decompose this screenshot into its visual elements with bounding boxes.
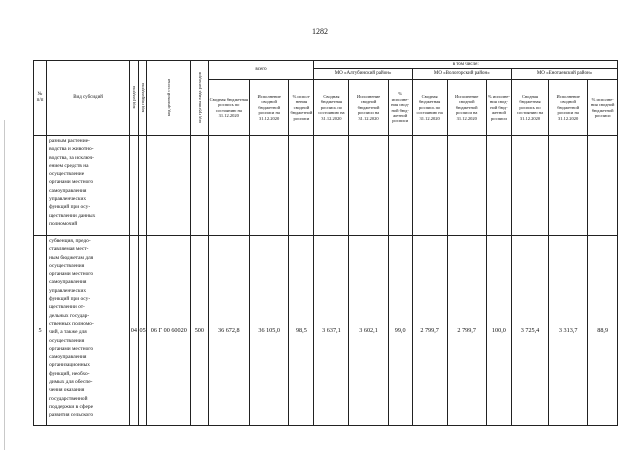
cell-mo1-execution: 3 602,1	[349, 236, 388, 426]
cell-empty	[588, 136, 618, 236]
cell-mo3-execution: 3 313,7	[549, 236, 588, 426]
header-mo-2: МО «Вологорский район»	[412, 69, 511, 80]
header-mo-3: МО «Енотаевский район»	[511, 69, 617, 80]
header-expense-group-code: код группы вида расходов	[191, 61, 208, 136]
header-mo-1: МО «Алтубинский район»	[314, 69, 412, 80]
cell-empty	[412, 136, 447, 236]
table-row-5	[34, 236, 618, 426]
cell-total-plan: 36 672,8	[208, 236, 249, 426]
header-mo1-execution: Исполнение сводной бюджетной росписи на 31.12.2020	[349, 80, 388, 136]
header-mo2-plan: Сводная бюджетная роспись по состоянию на 31.12.2020	[412, 80, 447, 136]
cell-subsidy-text: субвенция, предо- ставляемая мест- ным бюджетам для осуществления органами местного самоуправления управленческих функций при осу- ществлении от- дельных государ- ственных полномо- чий, а также для осуществления органами местного самоуправления организационных функций, необхо- димых для обеспе- чения оказания государственной поддержки в сфере развития сельского	[47, 236, 130, 426]
cell-empty	[447, 136, 486, 236]
header-target-code: код целевой статьи	[147, 61, 191, 136]
header-subsection-code: код подраздела	[138, 61, 147, 136]
cell-empty	[314, 136, 349, 236]
header-mo3-percent: % исполне-ния сводной бюджетной росписи	[588, 80, 618, 136]
cell-empty	[208, 136, 249, 236]
header-section-code: код раздела	[130, 61, 139, 136]
cell-mo2-execution: 2 799,7	[447, 236, 486, 426]
header-row-number: № п/п	[34, 61, 47, 136]
cell-empty	[130, 136, 139, 236]
header-total: всего	[208, 61, 314, 80]
cell-mo2-plan: 2 799,7	[412, 236, 447, 426]
cell-empty	[289, 136, 314, 236]
header-total-percent: % испол-нения сводной бюджетной росписи	[289, 80, 314, 136]
cell-subsection-code: 05	[138, 236, 147, 426]
header-total-execution: Исполнение сводной бюджетной росписи на 31.12.2020	[250, 80, 289, 136]
header-mo1-plan: Сводная бюджетная роспись по состоянию на 31.12.2020	[314, 80, 349, 136]
cell-empty	[486, 136, 511, 236]
cell-empty	[549, 136, 588, 236]
cell-empty	[388, 136, 412, 236]
header-mo2-percent: % исполне-ния свод-ной бюд-жетной росписи	[486, 80, 511, 136]
cell-empty	[191, 136, 208, 236]
subsidy-table	[33, 60, 618, 426]
cell-expense-group: 500	[191, 236, 208, 426]
table-row-continuation	[34, 136, 618, 236]
header-subsidy-type: Вид субсидий	[47, 61, 130, 136]
cell-section-code: 04	[130, 236, 139, 426]
page-number: 1282	[312, 27, 328, 36]
cell-target-code: 06 Г 00 60020	[147, 236, 191, 426]
header-total-plan: Сводная бюджетная роспись по состоянию на 31.12.2020	[208, 80, 249, 136]
cell-subsidy-text-continuation: разным растение- водства и животно- водства, за исключ- ением средств на осуществление органами местного самоуправления управленческих функций при осу- ществлении данных полномочий	[47, 136, 130, 236]
header-mo1-percent: % исполне-ния свод-ной бюд-жетной росписи	[388, 80, 412, 136]
cell-empty	[349, 136, 388, 236]
cell-mo2-percent: 100,0	[486, 236, 511, 426]
header-mo3-plan: Сводная бюджетная роспись по состоянию на 31.12.2020	[511, 80, 548, 136]
cell-row-number: 5	[34, 236, 47, 426]
header-mo3-execution: Исполнение сводной бюджетной росписи на 31.12.2020	[549, 80, 588, 136]
subsidy-table-wrapper	[33, 60, 618, 426]
cell-empty	[147, 136, 191, 236]
cell-empty	[250, 136, 289, 236]
cell-mo3-plan: 3 725,4	[511, 236, 548, 426]
cell-empty	[511, 136, 548, 236]
cell-mo1-percent: 99,0	[388, 236, 412, 426]
cell-total-execution: 36 105,0	[250, 236, 289, 426]
cell-mo3-percent: 88,9	[588, 236, 618, 426]
cell-mo1-plan: 3 637,1	[314, 236, 349, 426]
cell-total-percent: 98,5	[289, 236, 314, 426]
cell-empty	[34, 136, 47, 236]
header-including: в том числе:	[314, 61, 618, 69]
cell-empty	[138, 136, 147, 236]
header-mo2-execution: Исполнение сводной бюджетной росписи на 31.12.2020	[447, 80, 486, 136]
scan-edge-line	[4, 120, 5, 450]
